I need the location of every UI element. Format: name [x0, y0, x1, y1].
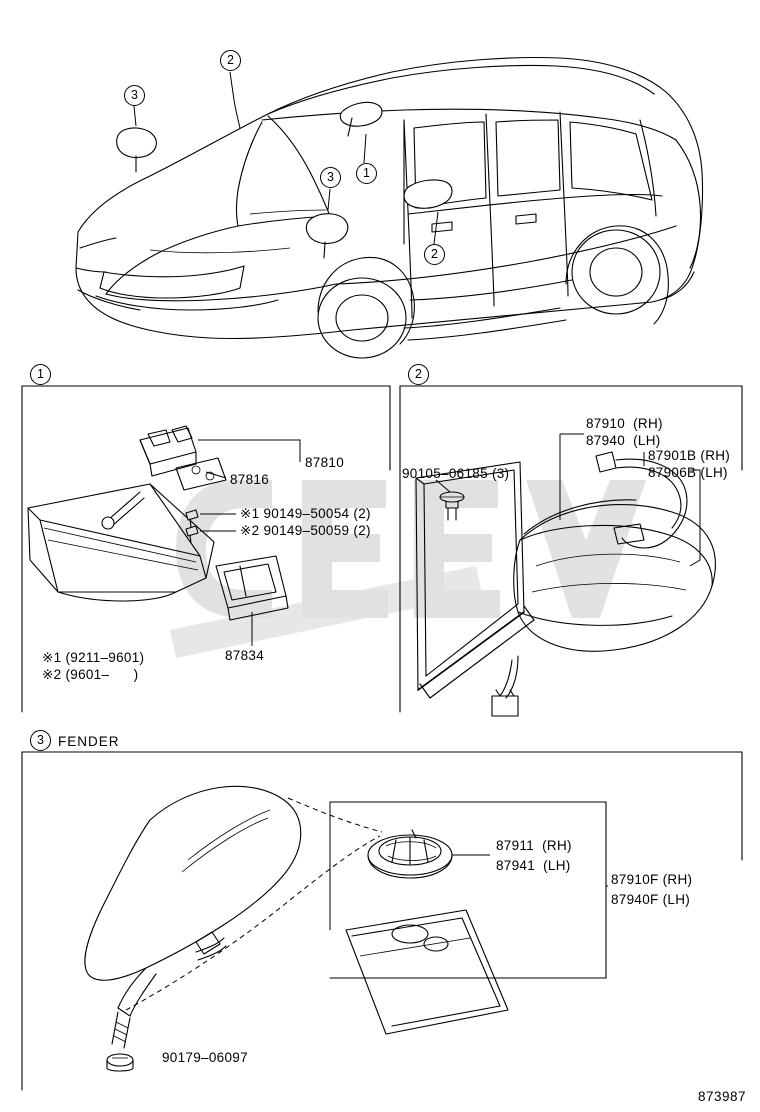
vehicle-illustration: [76, 58, 703, 358]
vehicle-marker-1-inside: [356, 163, 377, 184]
marker-label: 3: [327, 170, 334, 184]
part-number-87834: 87834: [225, 648, 265, 663]
section-2-marker: [408, 364, 429, 385]
legend-note-1: ※1 (9211–9601): [42, 650, 145, 665]
legend-note-2: ※2 (9601– ): [42, 667, 139, 682]
note-2-bolt: ※2 90149–50059 (2): [240, 523, 371, 538]
section-1-marker: [30, 364, 51, 385]
part-number-87910f-rh: 87910F (RH): [611, 872, 693, 887]
marker-label: 3: [131, 88, 138, 102]
vehicle-marker-2-top: [220, 50, 241, 71]
part-number-87816: 87816: [230, 472, 270, 487]
section-3-marker: [30, 730, 51, 751]
marker-label: 2: [227, 53, 234, 67]
part-number-90105-06185: 90105–06185 (3): [402, 466, 510, 481]
vehicle-marker-3-fender: [320, 167, 341, 188]
part-number-87910-rh: 87910 (RH): [586, 416, 663, 431]
part-number-87906b-lh: 87906B (LH): [648, 465, 728, 480]
section-marker-label: 1: [37, 367, 44, 381]
marker-label: 1: [363, 166, 370, 180]
vehicle-marker-3-front: [124, 85, 145, 106]
note-1-bolt: ※1 90149–50054 (2): [240, 506, 371, 521]
part-number-87911-rh: 87911 (RH): [496, 838, 572, 853]
diagram-code: 873987: [697, 1089, 746, 1104]
fender-mirror-assembly-art: [85, 786, 608, 1071]
part-number-87941-lh: 87941 (LH): [496, 858, 571, 873]
part-number-87940-lh: 87940 (LH): [586, 433, 661, 448]
part-number-90179-06097: 90179–06097: [162, 1050, 248, 1065]
part-number-87901b-rh: 87901B (RH): [648, 448, 731, 463]
section-marker-label: 2: [415, 367, 422, 381]
section-3-title: FENDER: [58, 734, 120, 749]
vehicle-marker-2-door: [424, 244, 445, 265]
part-number-87810: 87810: [305, 455, 345, 470]
section-marker-label: 3: [37, 733, 44, 747]
marker-label: 2: [431, 247, 438, 261]
panel-3-frame: [22, 752, 742, 1090]
part-number-87940f-lh: 87940F (LH): [611, 892, 691, 907]
